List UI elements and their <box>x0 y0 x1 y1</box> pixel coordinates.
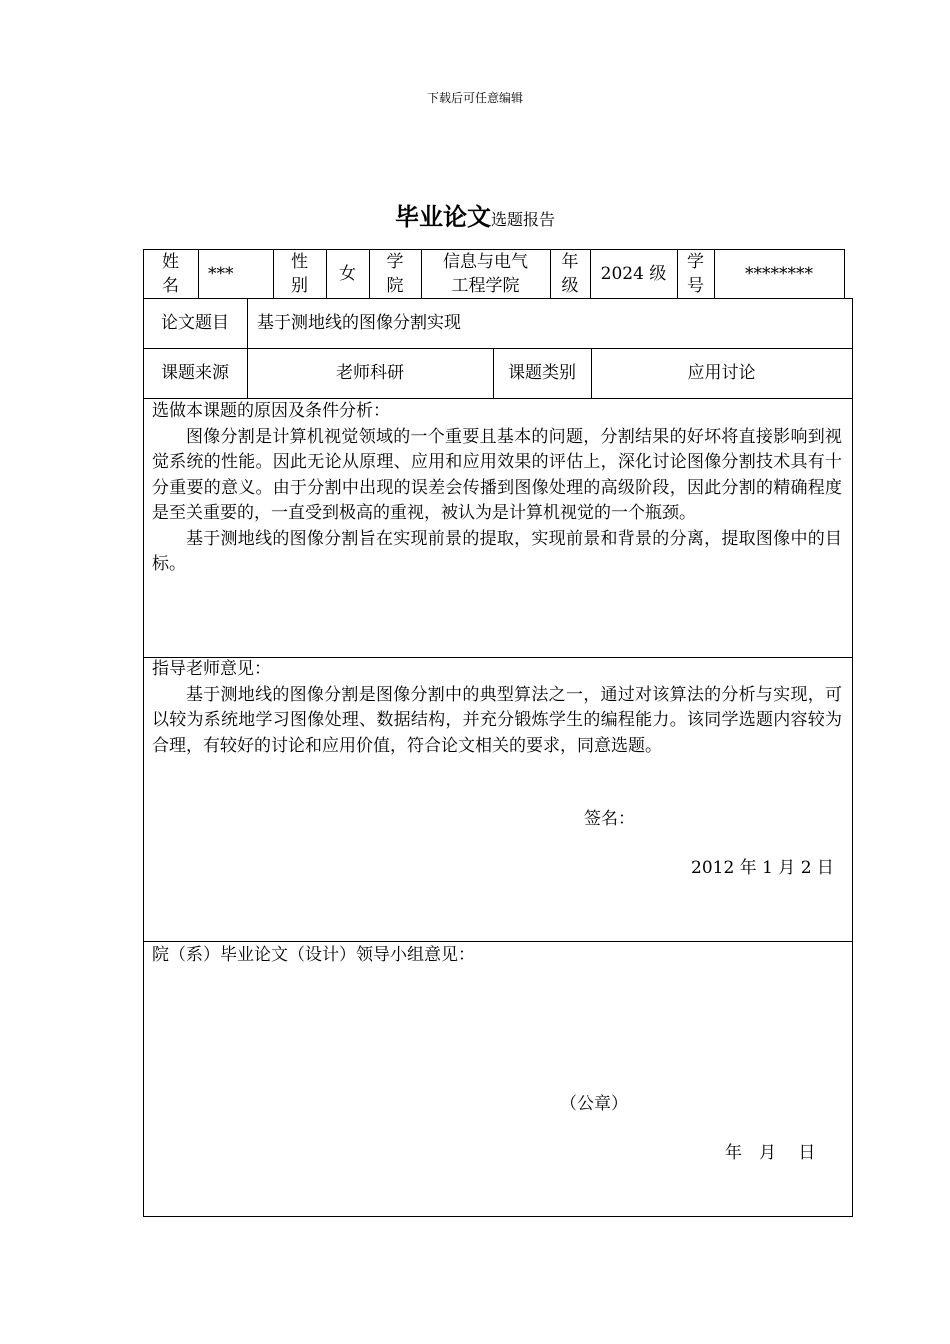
name-label: 姓 名 <box>162 251 179 296</box>
reason-heading: 选做本课题的原因及条件分析： <box>152 401 390 421</box>
thesis-title-label: 论文题目 <box>161 313 229 333</box>
table-border-bottom <box>143 1216 853 1217</box>
grade-label: 年 级 <box>561 251 579 296</box>
topic-type-label: 课题类别 <box>508 363 576 383</box>
topic-source-label: 课题来源 <box>161 363 229 383</box>
page-title <box>0 197 950 232</box>
student-id-label: 学 号 <box>687 251 704 296</box>
gender-label: 性 别 <box>291 251 308 296</box>
name-value: *** <box>208 263 234 284</box>
table-divider <box>844 249 845 298</box>
topic-source-value: 老师科研 <box>336 363 404 383</box>
student-id-value: ******** <box>745 263 813 284</box>
topic-type-value: 应用讨论 <box>687 363 756 383</box>
title-main: 毕业论文 <box>394 203 491 231</box>
gender-value: 女 <box>339 263 356 284</box>
committee-date: 年 月 日 <box>725 1143 816 1163</box>
college-value: 信息与电气 工程学院 <box>443 251 528 296</box>
advisor-heading: 指导老师意见： <box>152 659 271 679</box>
advisor-date: 2012 年 1 月 2 日 <box>691 858 834 878</box>
signature-label: 签名： <box>584 809 635 829</box>
college-label: 学 院 <box>386 251 404 296</box>
title-sub: 选题报告 <box>490 210 555 229</box>
official-seal-label: （公章） <box>560 1094 628 1114</box>
table-border-right <box>852 298 853 1216</box>
thesis-title-value: 基于测地线的图像分割实现 <box>257 313 461 333</box>
table-divider <box>143 941 853 942</box>
top-note: 下载后可任意编辑 <box>426 91 523 105</box>
advisor-paragraph: 基于测地线的图像分割是图像分割中的典型算法之一，通过对该算法的分析与实现，可以较为系统地学习图像处理、数据结构，并充分锻炼学生的编程能力。该同学选题内容较为合理，有较好的讨论和应用价值，符合论文相关的要求，同意选题。 <box>152 684 842 756</box>
reason-paragraph: 基于测地线的图像分割旨在实现前景的提取，实现前景和背景的分离，提取图像中的目标。 <box>152 528 842 574</box>
reason-paragraph: 图像分割是计算机视觉领域的一个重要且基本的问题，分割结果的好坏将直接影响到视觉系统的性能。因此无论从原理、应用和应用效果的评估上，深化讨论图像分割技术具有十分重要的意义。由于分割中出现的误差会传播到图像处理的高级阶段，因此分割的精确程度是至关重要的，一直受到极高的重视，被认为是计算机视觉的一个瓶颈。 <box>152 426 842 523</box>
advisor-section <box>152 657 842 759</box>
reason-section <box>152 399 842 578</box>
grade-value: 2024 级 <box>600 263 667 284</box>
committee-heading: 院（系）毕业论文（设计）领导小组意见： <box>152 945 475 965</box>
